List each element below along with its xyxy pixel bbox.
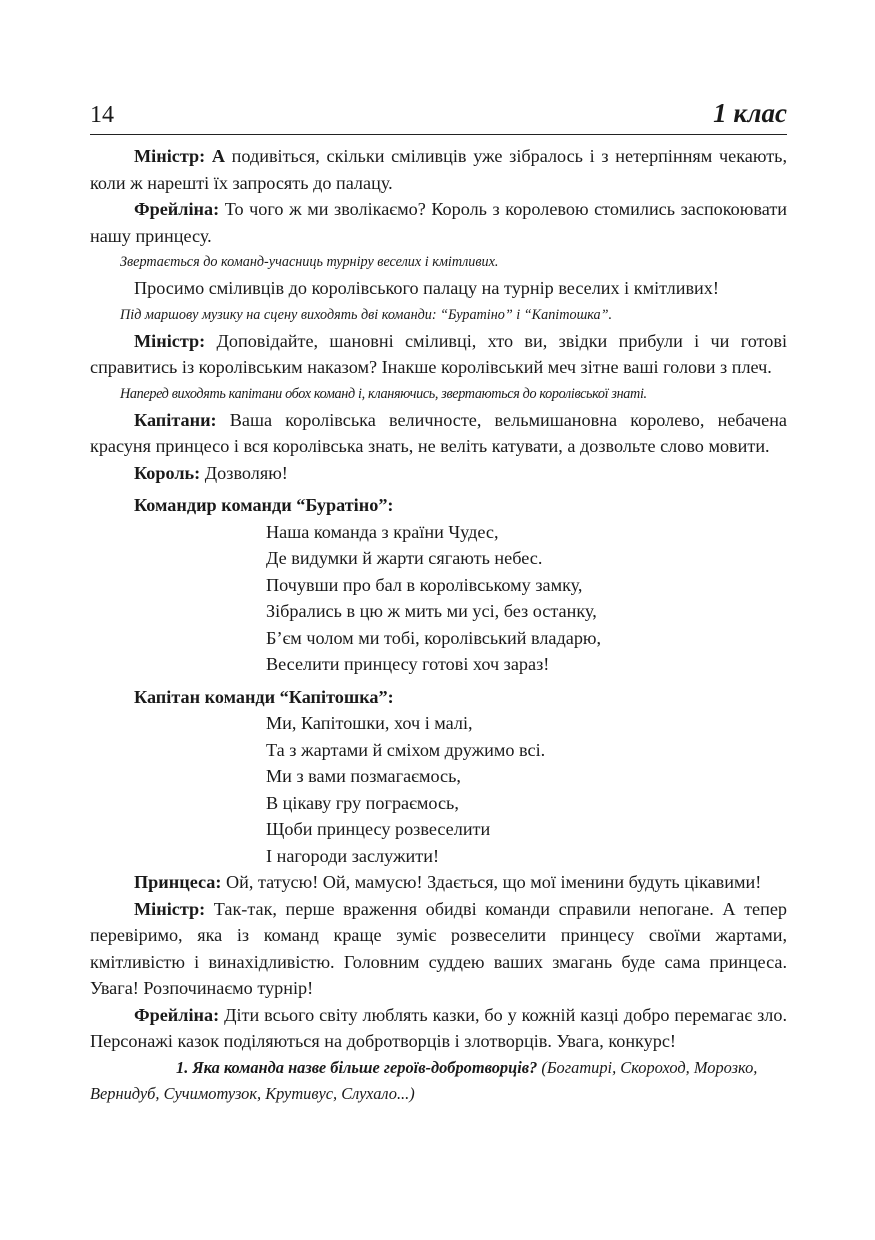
verse-line: Веселити принцесу готові хоч зараз! (266, 654, 550, 674)
verse-buratino (90, 519, 787, 678)
page-body (90, 143, 787, 1108)
replica-text: Так-так, перше враження обидві команди справили непогане. А тепер перевіримо, яка із команд краще зуміє розвеселити принцесу своїми жартами, кмітливістю і винахідливістю. Головним суддею ваших змагань буде сама принцеса. Увага! Розпочинаємо турнір! (90, 898, 787, 998)
verse-line: І нагороди заслужити! (266, 845, 440, 866)
verse-line: Щоби принцесу розвеселити (266, 819, 491, 839)
speaker-name: Фрейліна: (134, 1004, 220, 1025)
replica-text: Доповідайте, шановні сміливці, хто ви, звідки прибули і чи готові справитись із королівським наказом? Інакше королівський меч зітне ваші голови з плеч. (90, 330, 787, 377)
verse-line: Ми з вами позмагаємось, (266, 766, 461, 786)
paragraph-minister-1 (90, 143, 787, 196)
replica-text: Діти всього світу люблять казки, бо у кожній казці добро перемагає зло. Персонажі казок поділяються на добротворців і злотворців. Увага, конкурс! (90, 1004, 787, 1051)
speaker-name: Фрейліна: (134, 199, 220, 219)
verse-line: В цікаву гру пограємось, (266, 792, 459, 813)
verse-line: Де видумки й жарти сягають небес. (266, 548, 543, 568)
class-title: 1 клас (713, 98, 787, 128)
verse-kapitoshka (90, 710, 787, 869)
verse-speaker-buratino: Командир команди “Буратіно”: (134, 495, 394, 515)
question-text: 1. Яка команда назве більше героїв-добротворців? (176, 1057, 538, 1077)
speaker-name: Міністр: А (134, 146, 225, 166)
paragraph-captains (90, 407, 787, 460)
speaker-name: Капітани: (134, 409, 217, 430)
verse-line: Ми, Капітошки, хоч і малі, (266, 713, 473, 733)
replica-text: Ваша королівська величносте, вельмишановна королево, небачена красуня принцесо і вся королівська знать, не веліть катувати, а дозвольте слово мовити. (90, 409, 787, 456)
replica-text: подивіться, скільки сміливців уже зібралось і з нетерпінням чекають, коли ж нарешті їх запросять до палацу. (90, 146, 787, 193)
paragraph-lady-in-waiting-1 (90, 196, 787, 249)
replica-text: То чого ж ми зволікаємо? Король з королевою стомились заспокоювати нашу принцесу. (90, 199, 787, 246)
paragraph-lady-in-waiting-2 (90, 1002, 787, 1055)
speaker-name: Король: (134, 462, 201, 483)
stage-direction-2: Під маршову музику на сцену виходять дві команди: “Буратіно” і “Капітошка”. (120, 306, 613, 323)
paragraph-king (90, 460, 787, 487)
contest-question-1 (90, 1055, 787, 1108)
verse-line: Б’єм чолом ми тобі, королівський владарю, (266, 627, 602, 648)
replica-text: Просимо сміливців до королівського палацу на турнір веселих і кмітливих! (134, 278, 719, 298)
page-number: 14 (90, 102, 114, 128)
speaker-name: Принцеса: (134, 872, 222, 892)
verse-line: Почувши про бал в королівському замку, (266, 574, 583, 595)
paragraph-minister-3 (90, 896, 787, 1002)
verse-line: Зібрались в цю ж мить ми усі, без останку, (266, 601, 597, 621)
paragraph-invitation (90, 275, 787, 302)
speaker-name: Міністр: (134, 330, 206, 351)
verse-line: Та з жартами й сміхом дружимо всі. (266, 739, 546, 760)
verse-line: Наша команда з країни Чудес, (266, 521, 499, 542)
stage-direction-1: Звертається до команд-учасниць турніру веселих і кмітливих. (120, 254, 499, 270)
page-header (90, 98, 787, 135)
replica-text: Ой, татусю! Ой, мамусю! Здається, що мої іменини будуть цікавими! (221, 872, 762, 892)
stage-direction-3: Наперед виходять капітани обох команд і, кланяючись, звертаються до королівської знаті. (120, 385, 647, 402)
paragraph-minister-2 (90, 328, 787, 381)
paragraph-princess (90, 869, 787, 896)
verse-speaker-kapitoshka: Капітан команди “Капітошка”: (134, 686, 394, 707)
speaker-name: Міністр: (134, 898, 206, 919)
answer-text: (Богатирі, Скороход, Морозко, Вернидуб, Сучимотузок, Крутивус, Слухало...) (90, 1057, 758, 1103)
replica-text: Дозволяю! (200, 462, 288, 483)
